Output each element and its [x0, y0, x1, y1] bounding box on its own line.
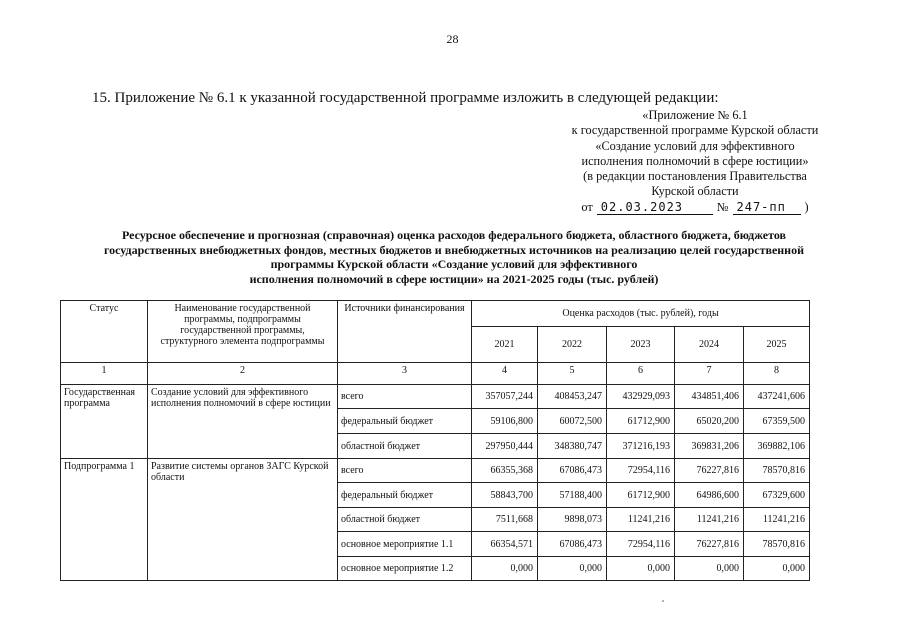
- column-index: 6: [607, 363, 675, 385]
- column-index: 1: [61, 363, 148, 385]
- closing-paren: ): [804, 199, 809, 214]
- value-cell: 0,000: [472, 557, 538, 581]
- source-cell: основное мероприятие 1.2: [338, 557, 472, 581]
- appendix-block: [540, 108, 850, 215]
- value-cell: 67329,600: [744, 483, 810, 508]
- header-year: 2021: [472, 327, 538, 363]
- from-label: от: [581, 199, 593, 214]
- header-year: 2024: [675, 327, 744, 363]
- value-cell: 67086,473: [538, 459, 607, 483]
- value-cell: 369882,106: [744, 434, 810, 459]
- value-cell: 0,000: [538, 557, 607, 581]
- value-cell: 76227,816: [675, 532, 744, 557]
- appendix-line: исполнения полномочий в сфере юстиции»: [581, 153, 809, 168]
- value-cell: 357057,244: [472, 385, 538, 409]
- source-cell: федеральный бюджет: [338, 409, 472, 434]
- value-cell: 61712,900: [607, 409, 675, 434]
- value-cell: 65020,200: [675, 409, 744, 434]
- scan-speck: [662, 600, 664, 602]
- appendix-line: Курской области: [651, 184, 739, 199]
- column-index: 2: [148, 363, 338, 385]
- number-label: №: [716, 199, 729, 214]
- value-cell: 348380,747: [538, 434, 607, 459]
- appendix-line: «Приложение № 6.1: [642, 108, 748, 122]
- value-cell: 408453,247: [538, 385, 607, 409]
- table-heading: [40, 228, 868, 286]
- source-cell: областной бюджет: [338, 434, 472, 459]
- value-cell: 60072,500: [538, 409, 607, 434]
- value-cell: 67086,473: [538, 532, 607, 557]
- column-index: 5: [538, 363, 607, 385]
- value-cell: 58843,700: [472, 483, 538, 508]
- header-status: Статус: [61, 301, 148, 363]
- budget-table: [60, 300, 810, 581]
- value-cell: 437241,606: [744, 385, 810, 409]
- column-index: 7: [675, 363, 744, 385]
- value-cell: 371216,193: [607, 434, 675, 459]
- appendix-line: «Создание условий для эффективного: [595, 138, 795, 153]
- value-cell: 0,000: [744, 557, 810, 581]
- column-index: 8: [744, 363, 810, 385]
- value-cell: 66355,368: [472, 459, 538, 483]
- value-cell: 76227,816: [675, 459, 744, 483]
- heading-line: Ресурсное обеспечение и прогнозная (справочная) оценка расходов федерального бюджета, областного бюджета, бюджетов: [121, 228, 787, 242]
- header-name: Наименование государственной программы, подпрограммы государственной программы, структурного элемента подпрограммы: [148, 301, 338, 363]
- value-cell: 66354,571: [472, 532, 538, 557]
- value-cell: 64986,600: [675, 483, 744, 508]
- value-cell: 297950,444: [472, 434, 538, 459]
- status-cell: Подпрограмма 1: [61, 459, 148, 581]
- value-cell: 9898,073: [538, 508, 607, 532]
- value-cell: 78570,816: [744, 459, 810, 483]
- header-year: 2023: [607, 327, 675, 363]
- value-cell: 432929,093: [607, 385, 675, 409]
- value-cell: 369831,206: [675, 434, 744, 459]
- value-cell: 59106,800: [472, 409, 538, 434]
- value-cell: 57188,400: [538, 483, 607, 508]
- header-year: 2025: [744, 327, 810, 363]
- header-sources: Источники финансирования: [338, 301, 472, 363]
- program-name-cell: Развитие системы органов ЗАГС Курской области: [148, 459, 338, 581]
- value-cell: 72954,116: [607, 459, 675, 483]
- status-cell: Государственная программа: [61, 385, 148, 459]
- table-row: [61, 459, 810, 483]
- amendment-intro: 15. Приложение № 6.1 к указанной государственной программе изложить в следующей редакции:: [92, 90, 719, 106]
- column-index: 3: [338, 363, 472, 385]
- source-cell: всего: [338, 459, 472, 483]
- value-cell: 78570,816: [744, 532, 810, 557]
- column-index: 4: [472, 363, 538, 385]
- appendix-line: (в редакции постановления Правительства: [583, 169, 807, 184]
- value-cell: 61712,900: [607, 483, 675, 508]
- source-cell: основное мероприятие 1.1: [338, 532, 472, 557]
- value-cell: 434851,406: [675, 385, 744, 409]
- header-year: 2022: [538, 327, 607, 363]
- source-cell: всего: [338, 385, 472, 409]
- value-cell: 0,000: [675, 557, 744, 581]
- value-cell: 11241,216: [675, 508, 744, 532]
- value-cell: 0,000: [607, 557, 675, 581]
- table-row: [61, 385, 810, 409]
- page-number: 28: [446, 32, 459, 46]
- value-cell: 67359,500: [744, 409, 810, 434]
- resolution-number: 247-пп: [733, 201, 801, 215]
- heading-line: исполнения полномочий в сфере юстиции» на 2021-2025 годы (тыс. рублей): [249, 271, 659, 286]
- appendix-line: к государственной программе Курской области: [571, 123, 819, 138]
- heading-line: государственных внебюджетных фондов, местных бюджетов и внебюджетных источников на реализацию целей государственной: [103, 242, 805, 257]
- resolution-reference: [581, 200, 808, 215]
- source-cell: областной бюджет: [338, 508, 472, 532]
- source-cell: федеральный бюджет: [338, 483, 472, 508]
- program-name-cell: Создание условий для эффективного исполнения полномочий в сфере юстиции: [148, 385, 338, 459]
- value-cell: 72954,116: [607, 532, 675, 557]
- header-estimate: Оценка расходов (тыс. рублей), годы: [472, 301, 810, 327]
- resolution-date: 02.03.2023: [597, 201, 713, 215]
- value-cell: 11241,216: [744, 508, 810, 532]
- heading-line: программы Курской области «Создание условий для эффективного: [270, 257, 638, 271]
- value-cell: 11241,216: [607, 508, 675, 532]
- value-cell: 7511,668: [472, 508, 538, 532]
